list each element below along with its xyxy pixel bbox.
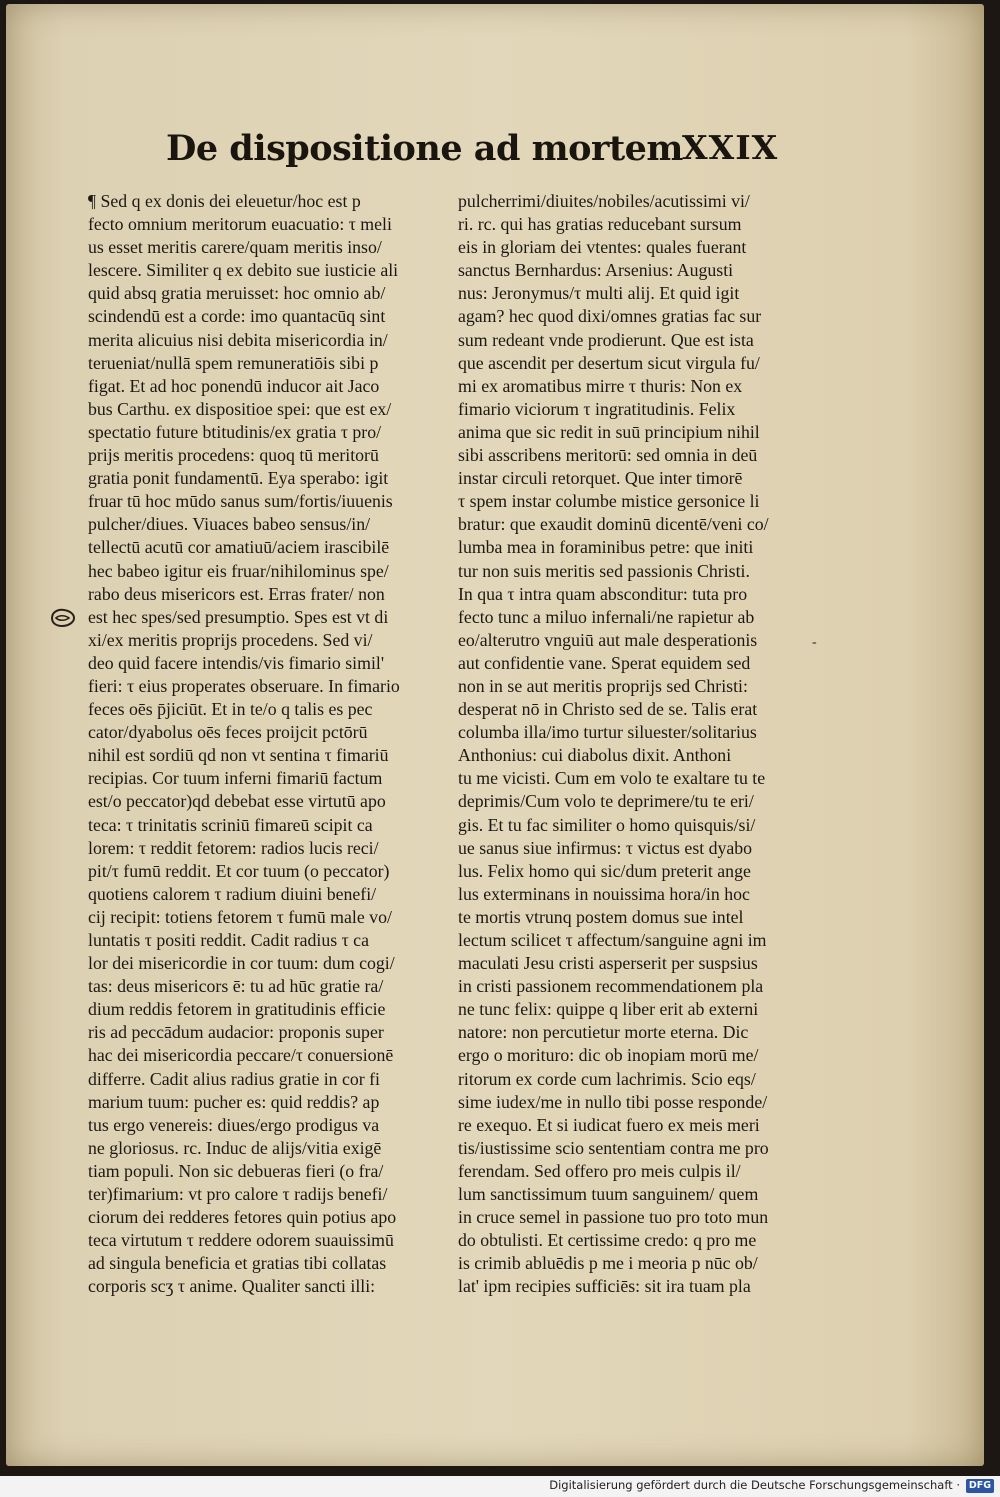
- left-column-text-line: nihil est sordiū qd non vt sentina τ fimariū: [88, 745, 389, 766]
- left-column-text-line: feces oēs p̄jiciūt. Et in te/o q talis es pec: [88, 699, 373, 720]
- digitization-footer: [0, 1476, 1000, 1497]
- right-column-text-line: pulcherrimi/diuites/nobiles/acutissimi vi/: [458, 191, 750, 211]
- left-column-text-line: tellectū acutū cor amatiuū/aciem irascibilē: [88, 537, 390, 558]
- left-column-text-line: differre. Cadit alius radius gratie in cor fi: [88, 1068, 380, 1089]
- book-page: [6, 4, 984, 1466]
- right-column-text-line: tis/iustissime scio sententiam contra me pro: [458, 1137, 769, 1158]
- left-column-text-line: cij recipit: totiens fetorem τ fumū male vo/: [88, 906, 392, 927]
- right-column-text-line: te mortis vtrunq postem domus sue intel: [458, 906, 744, 927]
- right-column-text-line: lat' ipm recipies sufficiēs: sit ira tuam pla: [458, 1276, 751, 1297]
- margin-dash: -: [812, 635, 817, 650]
- left-text-column: [88, 190, 450, 1299]
- right-column-text-line: In qua τ intra quam absconditur: tuta pro: [458, 583, 748, 604]
- funding-notice: Digitalisierung gefördert durch die Deutsche Forschungsgemeinschaft ·: [549, 1478, 960, 1492]
- left-column-text-line: tiam populi. Non sic debueras fieri (o fra/: [88, 1160, 384, 1181]
- right-column-text-line: anima que sic redit in suū principium nihil: [458, 421, 760, 442]
- left-column-text-line: gratia ponit fundamentū. Eya sperabo: igit: [88, 468, 389, 489]
- left-column-text-line: fieri: τ eius properates obseruare. In fimario: [88, 675, 400, 696]
- right-column-text-line: sibi asscribens meritorū: sed omnia in deū: [458, 445, 758, 466]
- right-column-text-line: natore: non percutietur morte eterna. Dic: [458, 1022, 749, 1043]
- left-column-text-line: terueniat/nullā spem remuneratiōis sibi p: [88, 352, 379, 373]
- right-column-text-line: Anthonius: cui diabolus dixit. Anthoni: [458, 745, 732, 766]
- right-column-text-line: deprimis/Cum volo te deprimere/tu te eri/: [458, 791, 754, 812]
- right-column-text-line: que ascendit per desertum sicut virgula fu/: [458, 352, 760, 373]
- right-column-text-line: maculati Jesu cristi asperserit per suspsius: [458, 953, 758, 974]
- left-column-text-line: ris ad peccādum audacior: proponis super: [88, 1022, 384, 1043]
- right-column-text-line: lus. Felix homo qui sic/dum preterit ange: [458, 860, 751, 881]
- right-column-text-line: is crimib abluēdis p me i meoria p nūc ob/: [458, 1253, 758, 1274]
- left-column-text-line: pulcher/diues. Viuaces babeo sensus/in/: [88, 514, 371, 535]
- left-column-text-line: fruar tū hoc mūdo sanus sum/fortis/iuuenis: [88, 491, 393, 512]
- left-column-text-line: scindendū est a corde: imo quantacūq sint: [88, 306, 386, 327]
- right-column-text-line: eo/alterutro vnguiū aut male desperationis: [458, 629, 758, 650]
- right-text-column: [458, 190, 824, 1299]
- left-column-text-line: corporis scʒ τ anime. Qualiter sancti illi:: [88, 1276, 376, 1297]
- right-column-text-line: ferendam. Sed offero pro meis culpis il/: [458, 1160, 741, 1181]
- left-column-text-line: ne gloriosus. rc. Induc de alijs/vitia exigē: [88, 1137, 382, 1158]
- left-column-text-line: marium tuum: pucher es: quid reddis? ap: [88, 1091, 380, 1112]
- right-column-text-line: gis. Et tu fac similiter o homo quisquis/si/: [458, 814, 756, 835]
- right-column-text-line: non in se aut meritis proprijs sed Christi:: [458, 675, 748, 696]
- right-column-text-line: tu me vicisti. Cum em volo te exaltare tu te: [458, 768, 766, 789]
- right-column-text-line: fecto tunc a miluo infernali/ne rapietur ab: [458, 606, 755, 627]
- left-column-text-line: teca virtutum τ reddere odorem suauissimū: [88, 1230, 394, 1251]
- left-column-text-line: tas: deus misericors ē: tu ad hūc gratie ra/: [88, 976, 384, 997]
- right-column-text-line: ne tunc felix: quippe q liber erit ab externi: [458, 999, 759, 1020]
- right-column-text-line: ri. rc. qui has gratias reducebant sursum: [458, 214, 742, 235]
- right-column-text-line: bratur: que exaudit dominū dicentē/veni co/: [458, 514, 769, 535]
- left-column-text-line: dium reddis fetorem in gratitudinis efficie: [88, 999, 386, 1020]
- left-column-text-line: ter)fimarium: vt pro calore τ radijs benefi/: [88, 1184, 388, 1205]
- right-column-text-line: lectum scilicet τ affectum/sanguine agni im: [458, 930, 767, 950]
- left-column-text-line: recipias. Cor tuum inferni fimariū factum: [88, 768, 383, 789]
- left-column-text-line: est hec spes/sed presumptio. Spes est vt di: [88, 606, 389, 627]
- left-column-text-line: ad singula beneficia et gratias tibi collatas: [88, 1253, 387, 1274]
- right-column-text-line: tur non suis meritis sed passionis Christi.: [458, 560, 750, 581]
- right-column-text-line: do obtulisti. Et certissime credo: q pro me: [458, 1230, 757, 1251]
- running-title: De dispositione ad mortem: [166, 128, 683, 169]
- left-column-text-line: hac dei misericordia peccare/τ conuersionē: [88, 1045, 394, 1066]
- left-column-text-line: deo quid facere intendis/vis fimario simil': [88, 652, 385, 673]
- right-column-text-line: ue sanus siue infirmus: τ victus est dyabo: [458, 837, 753, 858]
- left-column-text-line: fecto omnium meritorum euacuatio: τ meli: [88, 214, 392, 235]
- left-column-text-line: us esset meritis carere/quam meritis inso/: [88, 237, 382, 258]
- right-column-text-line: sum redeant vnde prodierunt. Que est ista: [458, 329, 754, 350]
- folio-number: XXIX: [682, 128, 779, 167]
- left-column-text-line: cator/dyabolus oēs feces proijcit pctōrū: [88, 722, 368, 743]
- dfg-logo: DFG: [966, 1479, 994, 1493]
- left-column-text-line: pit/τ fumū reddit. Et cor tuum (o peccator): [88, 860, 390, 881]
- right-column-text-line: nus: Jeronymus/τ multi alij. Et quid igit: [458, 283, 740, 304]
- left-column-text-line: xi/ex meritis proprijs procedens. Sed vi/: [88, 629, 373, 650]
- left-column-text-line: figat. Et ad hoc ponendū inducor ait Jaco: [88, 375, 380, 396]
- manicule-icon: [50, 607, 76, 629]
- left-column-text-line: quotiens calorem τ radium diuini benefi/: [88, 883, 377, 904]
- left-column-text-line: teca: τ trinitatis scriniū fimareū scipit ca: [88, 814, 373, 835]
- left-column-text-line: luntatis τ positi reddit. Cadit radius τ ca: [88, 930, 369, 950]
- right-column-text-line: fimario viciorum τ ingratitudinis. Felix: [458, 398, 736, 419]
- left-column-text-line: tus ergo venereis: diues/ergo prodigus va: [88, 1114, 380, 1135]
- left-column-text-line: spectatio future btitudinis/ex gratia τ pro/: [88, 421, 382, 442]
- right-column-text-line: sime iudex/me in nullo tibi posse responde/: [458, 1091, 768, 1112]
- left-column-text-line: lor dei misericordie in cor tuum: dum cogi/: [88, 953, 395, 974]
- left-column-text-line: merita alicuius nisi debita misericordia in/: [88, 329, 388, 350]
- right-column-text-line: instar circuli retorquet. Que inter timorē: [458, 468, 743, 489]
- right-column-text-line: lumba mea in foraminibus petre: que initi: [458, 537, 754, 558]
- left-column-text-line: lorem: τ reddit fetorem: radios lucis reci/: [88, 837, 379, 858]
- left-column-text-line: quid absq gratia meruisset: hoc omnio ab/: [88, 283, 386, 304]
- right-column-text-line: agam? hec quod dixi/omnes gratias fac sur: [458, 306, 762, 327]
- left-column-text-line: rabo deus misericors est. Erras frater/ non: [88, 583, 385, 604]
- left-column-text-line: lescere. Similiter q ex debito sue iusticie ali: [88, 260, 399, 281]
- right-column-text-line: desperat nō in Christo sed de se. Talis erat: [458, 699, 758, 720]
- right-column-text-line: ergo o morituro: dic ob inopiam morū me/: [458, 1045, 759, 1066]
- right-column-text-line: eis in gloriam dei vtentes: quales fuerant: [458, 237, 747, 258]
- right-column-text-line: aut confidentie vane. Sperat equidem sed: [458, 652, 751, 673]
- right-column-text-line: lum sanctissimum tuum sanguinem/ quem: [458, 1184, 759, 1205]
- right-column-text-line: columba illa/imo turtur siluester/solitarius: [458, 722, 757, 743]
- right-column-text-line: re exequo. Et si iudicat fuero ex meis meri: [458, 1114, 760, 1135]
- right-column-text-line: in cruce semel in passione tuo pro toto mun: [458, 1207, 769, 1228]
- left-column-text-line: prijs meritis procedens: quoq tū meritorū: [88, 445, 379, 466]
- right-column-text-line: sanctus Bernhardus: Arsenius: Augusti: [458, 260, 734, 281]
- right-column-text-line: mi ex aromatibus mirre τ thuris: Non ex: [458, 375, 743, 396]
- right-column-text-line: τ spem instar columbe mistice gersonice li: [458, 491, 760, 512]
- left-column-text-line: bus Carthu. ex dispositioe spei: que est ex/: [88, 398, 392, 419]
- left-column-text-line: hec babeo igitur eis fruar/nihilominus spe/: [88, 560, 389, 581]
- left-column-text-line: est/o peccator)qd debebat esse virtutū apo: [88, 791, 386, 812]
- left-column-text-line: ¶ Sed q ex donis dei eleuetur/hoc est p: [88, 191, 361, 211]
- right-column-text-line: lus exterminans in nouissima hora/in hoc: [458, 883, 750, 904]
- left-column-text-line: ciorum dei redderes fetores quin potius apo: [88, 1207, 397, 1228]
- right-column-text-line: in cristi passionem recommendationem pla: [458, 976, 764, 997]
- right-column-text-line: ritorum ex corde cum lachrimis. Scio eqs/: [458, 1068, 756, 1089]
